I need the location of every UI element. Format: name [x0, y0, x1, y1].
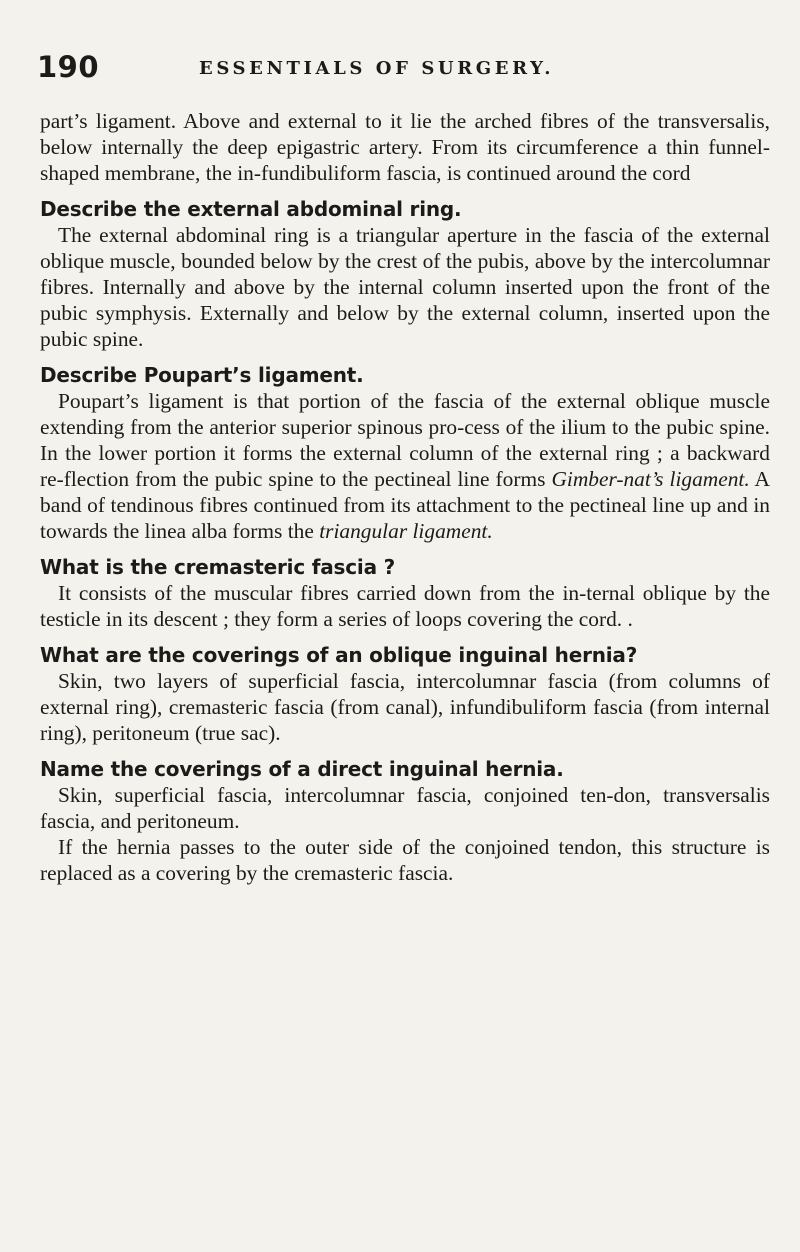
page-header — [37, 50, 767, 90]
page-number: 190 — [37, 50, 100, 84]
section-oblique-hernia — [40, 642, 770, 746]
section-external-ring — [40, 196, 770, 352]
section-pouparts-ligament — [40, 362, 770, 544]
italic-term: Gimber-nat’s ligament. — [551, 467, 750, 491]
answer-paragraph: If the hernia passes to the outer side of the conjoined tendon, this structure is replaced as a covering by the cremasteric fascia. — [40, 835, 770, 885]
section-direct-hernia — [40, 756, 770, 886]
section-cremasteric-fascia — [40, 554, 770, 632]
answer-paragraph: Skin, superficial fascia, intercolumnar fascia, conjoined ten-don, transversalis fascia, and peritoneum. — [40, 783, 770, 833]
continued-paragraph: part’s ligament. Above and external to it lie the arched fibres of the transversalis, below internally the deep epigastric artery. From its circumference a thin funnel-shaped membrane, the in-fundibuliform fascia, is continued around the cord — [40, 109, 770, 185]
question-heading: What are the coverings of an oblique inguinal hernia? — [40, 643, 638, 667]
question-heading: Describe the external abdominal ring. — [40, 197, 462, 221]
question-heading: Describe Poupart’s ligament. — [40, 363, 364, 387]
answer-paragraph — [40, 388, 770, 544]
answer-text: Poupart’s ligament is that portion of the fascia of the external oblique muscle extending from the anterior superior spinous pro-cess of the ilium to the pubic spine. In the lower portion it forms the external column of the external ring ; a backward re-flection from the pubic spine to the pectineal line forms — [40, 389, 770, 491]
answer-paragraph: The external abdominal ring is a triangular aperture in the fascia of the external oblique muscle, bounded below by the crest of the pubis, above by the intercolumnar fibres. Internally and above by the internal column inserted upon the front of the pubic symphysis. Externally and below by the external column, inserted upon the pubic spine. — [40, 223, 770, 351]
answer-paragraph: It consists of the muscular fibres carried down from the in-ternal oblique by the testicle in its descent ; they form a series of loops covering the cord. . — [40, 581, 770, 631]
question-heading: Name the coverings of a direct inguinal hernia. — [40, 757, 564, 781]
body-text — [40, 108, 770, 886]
question-heading: What is the cremasteric fascia ? — [40, 555, 396, 579]
running-title: ESSENTIALS OF SURGERY. — [199, 58, 555, 79]
answer-text: A band of tendinous fibres continued from its attachment to the pectineal line up and in towards the linea alba forms the — [40, 467, 770, 543]
italic-term: triangular ligament. — [319, 519, 493, 543]
answer-paragraph: Skin, two layers of superficial fascia, intercolumnar fascia (from columns of external ring), cremasteric fascia (from canal), infundibuliform fascia (from internal ring), peritoneum (true sac). — [40, 669, 770, 745]
